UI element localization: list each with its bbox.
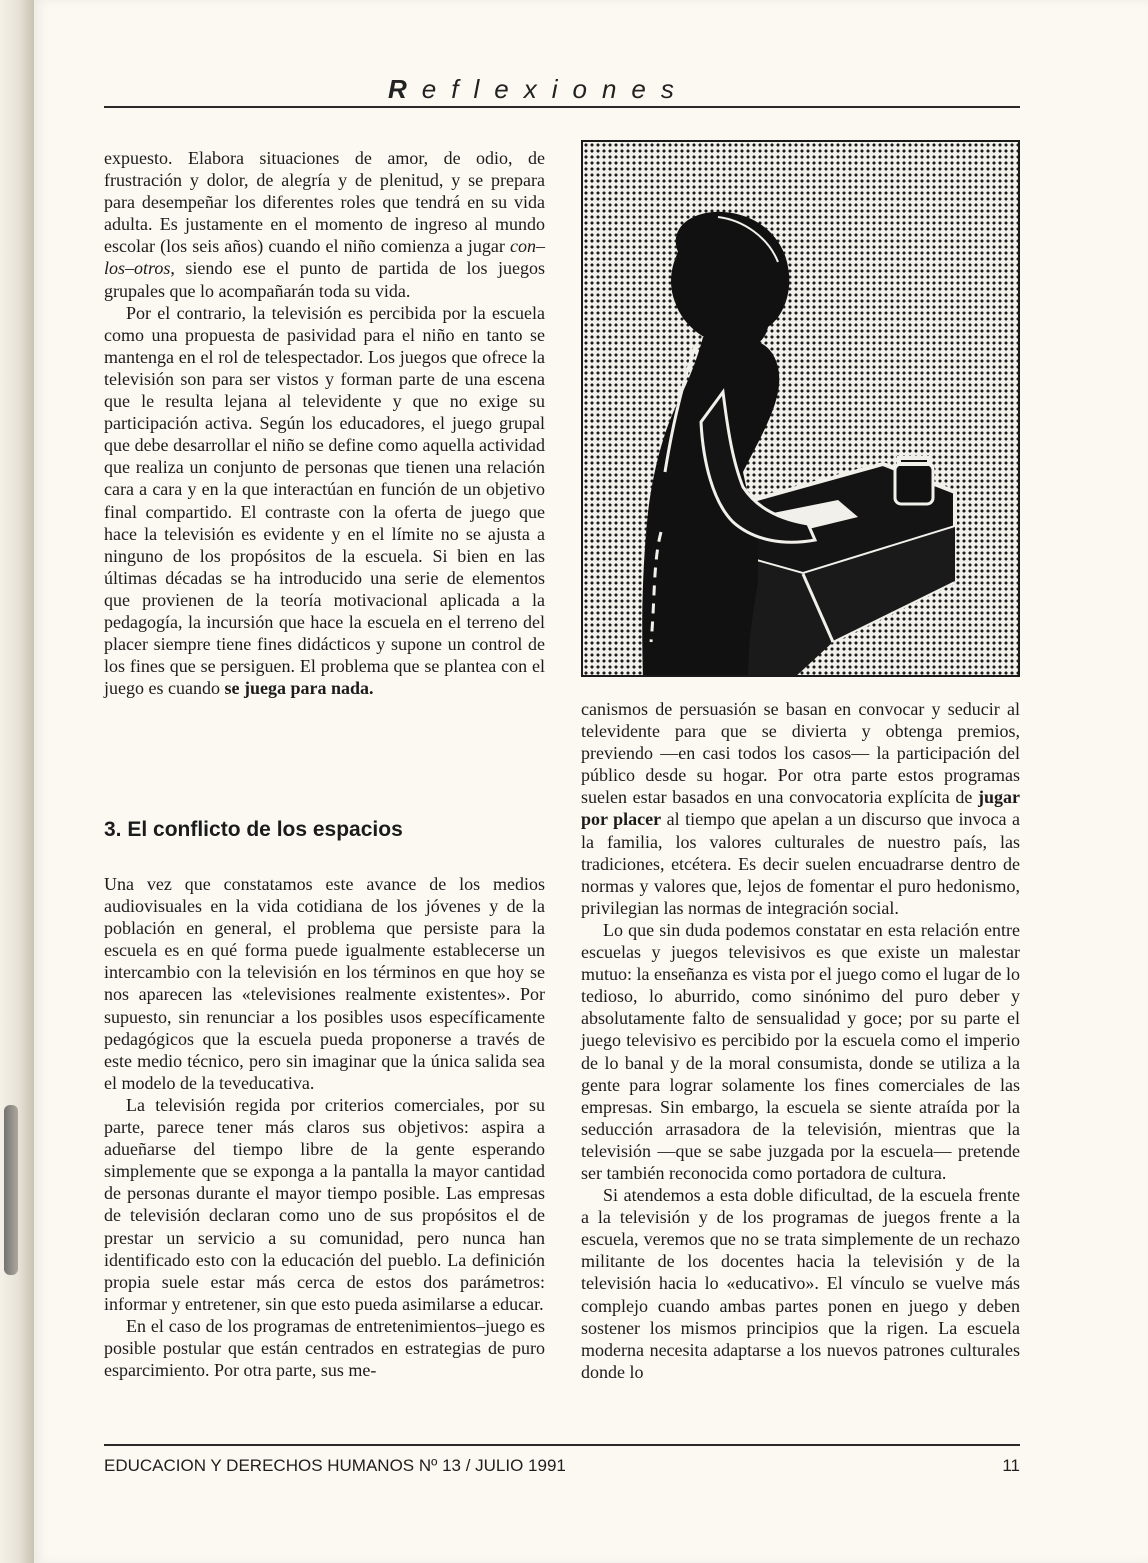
paragraph: Si atendemos a esta doble dificultad, de la escuela frente a la televisión y de los programas de juegos frente a la escuela, veremos que no se trata simplemente de un rechazo militante de los docentes hacia la televisión y de la televisión hacia lo «educativo». El vínculo se vuelve más complejo cuando ambas partes ponen en juego y deben sostener los mismos principios que la rigen. La escuela moderna necesita adaptarse a los nuevos patrones culturales donde lo (581, 1185, 1020, 1382)
paragraph (104, 302, 545, 700)
page-number: 11 (1002, 1456, 1020, 1475)
right-column (581, 698, 1020, 1383)
header-rule (104, 106, 1020, 108)
footer-publication: EDUCACION Y DERECHOS HUMANOS Nº 13 / JULIO 1991 (104, 1456, 566, 1475)
binding-shadow (4, 1105, 18, 1275)
header-initial: R (388, 74, 422, 104)
left-column-top (104, 147, 545, 699)
bold-text: se juega para nada. (224, 678, 374, 699)
left-column-bottom (104, 873, 545, 1381)
text-run: expuesto. Elabora situaciones de amor, de odio, de frustración y dolor, de alegría y de plenitud, y se prepara para desempeñar los diferentes roles que tendrá en su vida adulta. Es justamente en el momento de ingreso al mundo escolar (los seis años) cuando el niño comienza a jugar (104, 148, 545, 257)
bold-text: jugar por placer (581, 787, 1020, 830)
header-rest: eflexiones (421, 74, 689, 104)
paragraph: Una vez que constatamos este avance de los medios audiovisuales en la vida cotidiana de los jóvenes y de la población en general, el problema que persiste para la escuela es en qué forma puede igualmente establecerse un intercambio con la televisión en los términos en que hoy se nos aparecen las «televisiones realmente existentes». Por supuesto, sin renunciar a los posibles usos específicamente pedagógicos que la escuela pueda proponerse a través de este medio técnico, pero sin imaginar que la única salida sea el modelo de la teveducativa. (104, 874, 545, 1093)
section-header-title (388, 74, 689, 105)
paragraph (104, 147, 545, 302)
text-run: canismos de persuasión se basan en convocar y seducir al televidente para que se divierta y obtenga premios, previendo —en casi todos los casos— la participación del público desde su hogar. Por otra parte estos programas suelen estar basados en una convocatoria explícita de (581, 699, 1020, 808)
paragraph: En el caso de los programas de entretenimientos–juego es posible postular que están centrados en estrategias de puro esparcimiento. Por otra parte, sus me- (104, 1315, 545, 1381)
illustration-drawing (583, 142, 1020, 677)
illustration-child-at-desk (581, 140, 1020, 677)
paragraph: La televisión regida por criterios comerciales, por su parte, parece tener más claros sus objetivos: aspira a adueñarse del tiempo libre de la gente esperando simplemente que se exponga a la pantalla la mayor cantidad de personas durante el mayor tiempo posible. Las empresas de televisión declaran como uno de sus propósitos el de prestar un servicio a su comunidad, pero nunca han identificado esto con la educación del pueblo. La definición propia suele estar más cerca de estos dos parámetros: informar y entretener, sin que esto pueda asimilarse a educar. (104, 1094, 545, 1314)
paragraph: Lo que sin duda podemos constatar en esta relación entre escuelas y juegos televisivos es que existe un malestar mutuo: la enseñanza es vista por el juego como el lugar de lo tedioso, lo aburrido, como sinónimo del puro deber y absolutamente falto de sensualidad y goce; por su parte el juego televisivo es percibido por la escuela como el imperio de lo banal y de la moral consumista, donde se utiliza a la gente para lograr solamente los fines comerciales de las empresas. Sin embargo, la escuela se siente atraída por la seducción arrasadora de la televisión, mientras que la televisión —que se sabe juzgada por la escuela— pretende ser también reconocida como portadora de cultura. (581, 919, 1020, 1183)
italic-text: con–los–otros (104, 236, 545, 279)
section-heading: 3. El conflicto de los espacios (104, 818, 403, 841)
footer-rule (104, 1444, 1020, 1446)
text-run: Por el contrario, la televisión es percibida por la escuela como una propuesta de pasividad para el niño en tanto se mantenga en el rol de telespectador. Los juegos que ofrece la televisión son para ser vistos y forman parte de una escena que le resulta lejana al televidente y que no exige su participación activa. Según los educadores, el juego grupal que debe desarrollar el niño se define como aquella actividad que realiza un conjunto de personas que tienen una relación cara a cara y en la que interactúan en función de un objetivo final compartido. El contraste con la oferta de juego que hace la televisión es evidente y en el límite no se ajusta a ninguno de los propósitos de la escuela. Si bien en las últimas décadas se ha introducido una serie de elementos que provienen de la teoría motivacional aplicada a la pedagogía, la incursión que hace la escuela en el terreno del placer siempre tiene fines didácticos y supone un control de los fines que se persiguen. El problema que se plantea con el juego es cuando (104, 302, 545, 699)
binding-edge (0, 0, 34, 1563)
text-run: , siendo ese el punto de partida de los juegos grupales que lo acompañarán toda su vida. (104, 258, 545, 301)
paragraph (581, 698, 1020, 919)
text-run: al tiempo que apelan a un discurso que invoca a la familia, los valores culturales de nuestro país, las tradiciones, etcétera. Es decir suelen encuadrarse dentro de normas y valores que, lejos de fomentar el puro hedonismo, privilegian las normas de integración social. (581, 809, 1020, 918)
